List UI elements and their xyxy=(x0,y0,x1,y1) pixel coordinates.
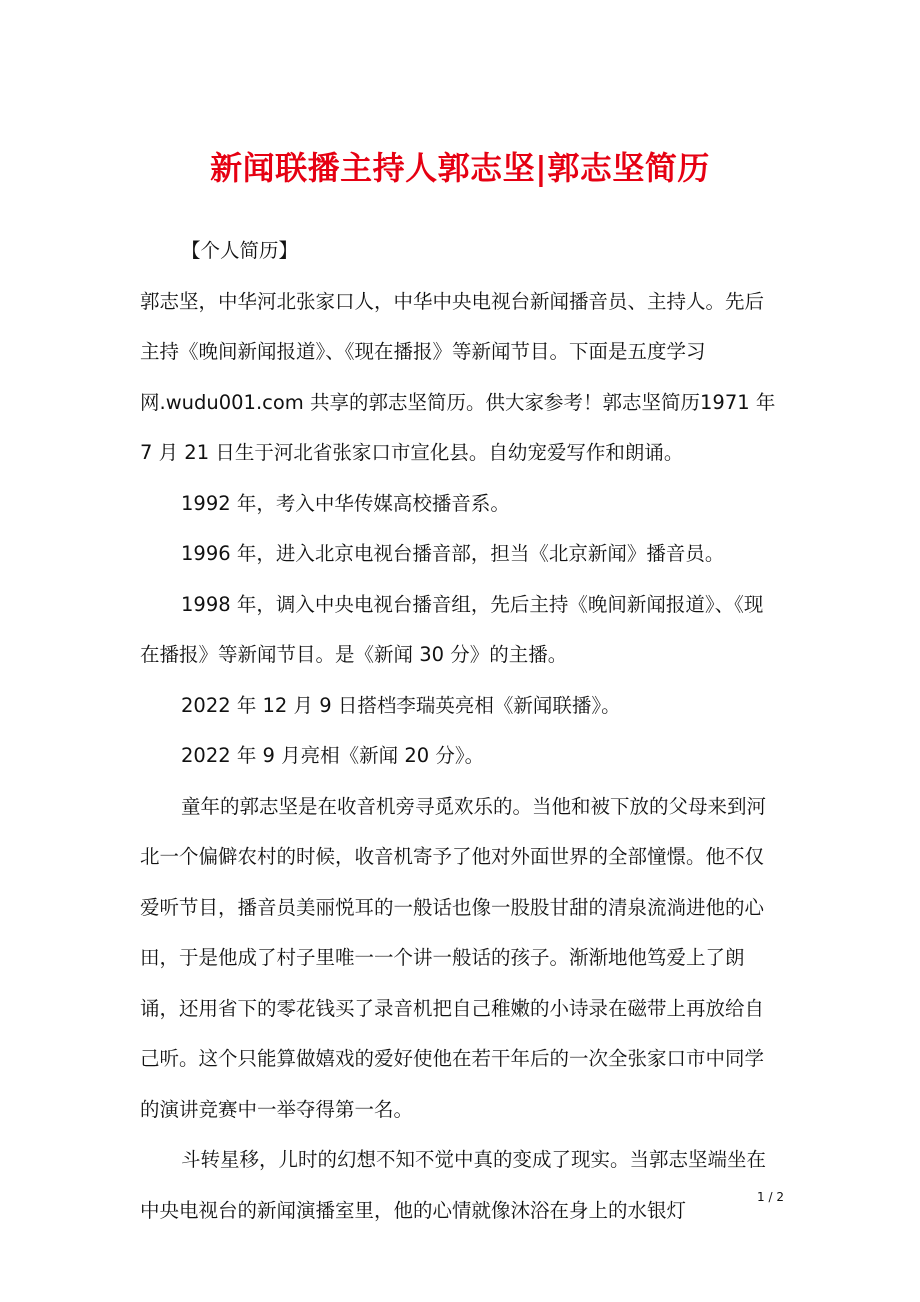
paragraph-1998: 1998 年，调入中央电视台播音组，先后主持《晚间新闻报道》、《现在播报》等新闻节目。是《新闻 30 分》的主播。 xyxy=(140,592,764,666)
paragraph-2022-sep: 2022 年 9 月亮相《新闻 20 分》。 xyxy=(181,744,485,767)
document-body xyxy=(140,226,782,1236)
paragraph-childhood: 童年的郭志坚是在收音机旁寻觅欢乐的。当他和被下放的父母来到河北一个偏僻农村的时候，收音机寄予了他对外面世界的全部憧憬。他不仅爱听节目，播音员美丽悦耳的一般话也像一股股甘甜的清泉流淌进他的心田，于是他成了村子里唯一一个讲一般话的孩子。渐渐地他笃爱上了朗诵，还用省下的零花钱买了录音机把自己稚嫩的小诗录在磁带上再放给自己听。这个只能算做嬉戏的爱好使他在若干年后的一次全张家口市中同学的演讲竞赛中一举夺得第一名。 xyxy=(140,794,767,1121)
paragraph-1996: 1996 年，进入北京电视台播音部，担当《北京新闻》播音员。 xyxy=(181,542,725,565)
page-title: 新闻联播主持人郭志坚|郭志坚简历 xyxy=(210,149,710,187)
paragraph-2022-dec: 2022 年 12 月 9 日搭档李瑞英亮相《新闻联播》。 xyxy=(181,693,621,717)
page-number: 1 / 2 xyxy=(757,1190,784,1204)
paragraph-1992: 1992 年，考入中华传媒高校播音系。 xyxy=(181,491,510,515)
paragraph-section-heading: 【个人简历】 xyxy=(181,239,299,262)
paragraph-dream: 斗转星移，儿时的幻想不知不觉中真的变成了现实。当郭志坚端坐在中央电视台的新闻演播室里，他的心情就像沐浴在身上的水银灯 xyxy=(140,1148,767,1222)
paragraph-intro: 郭志坚，中华河北张家口人，中华中央电视台新闻播音员、主持人。先后主持《晚间新闻报道》、《现在播报》等新闻节目。下面是五度学习网.wudu001.com 共享的郭志坚简历。供大家参考！郭志坚简历1971 年 7 月 21 日生于河北省张家口市宣化县。自幼宠爱写作和朗诵。 xyxy=(140,289,776,464)
